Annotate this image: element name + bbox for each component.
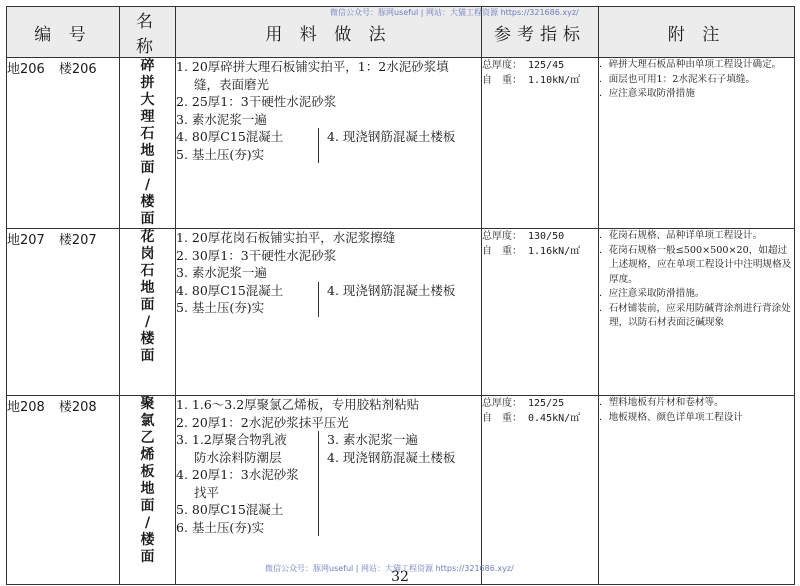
name-char: 面 <box>140 297 155 313</box>
material-line: 6. 基土压(夯)实 <box>176 519 265 535</box>
material-line: 1. 20厚碎拼大理石板铺实拍平，1：2水泥砂浆填 <box>176 59 449 74</box>
name-char: 烯 <box>140 447 155 463</box>
name-char: 石 <box>140 126 155 142</box>
self-weight: 自 重： 0.45kN/㎡ <box>482 413 581 424</box>
material-split <box>176 431 481 536</box>
table-row <box>7 58 795 229</box>
floor-slab-layers <box>319 431 455 536</box>
material-line: 4. 80厚C15混凝土 <box>176 129 284 144</box>
storey-code: 楼206 <box>58 62 97 77</box>
ground-layers <box>176 431 319 536</box>
reference-cell <box>482 396 599 585</box>
name-char: 地 <box>140 280 155 296</box>
material-spec-table <box>6 6 795 585</box>
material-line: 5. 80厚C15混凝土 <box>176 502 284 517</box>
watermark-top: 微信公众号：豚网useful | 网站：大猫工程资源 https://321686.xyz/ <box>330 8 579 17</box>
self-weight: 自 重： 1.10kN/㎡ <box>482 75 581 86</box>
header-name: 名 称 <box>120 7 176 58</box>
material-line: 3. 素水泥浆一遍 <box>176 265 267 280</box>
material-line: 2. 20厚1：2水泥砂浆抹平压光 <box>176 414 349 430</box>
code-cell <box>7 229 120 396</box>
name-char: 大 <box>140 92 155 108</box>
material-line: 2. 25厚1：3干硬性水泥砂浆 <box>176 94 337 109</box>
note-item: ．花岗石规格、品种详单项工程设计。 <box>599 230 763 241</box>
name-char: 聚 <box>140 396 155 412</box>
total-thickness: 总厚度： 130/50 <box>482 231 565 242</box>
materials-cell <box>176 229 482 396</box>
name-char: 花 <box>140 229 155 245</box>
name-char: 岗 <box>140 246 155 262</box>
material-line: 防水涂料防潮层 <box>194 449 282 465</box>
name-char: 面 <box>140 160 155 176</box>
materials-cell <box>176 58 482 229</box>
material-line: 1. 1.6～3.2厚聚氯乙烯板，专用胶粘剂粘贴 <box>176 397 420 412</box>
material-line: 5. 基土压(夯)实 <box>176 300 265 315</box>
floor-slab-layers <box>319 128 455 163</box>
self-weight: 自 重： 1.16kN/㎡ <box>482 246 581 257</box>
note-item: ．应注意采取防滑措施 <box>599 88 695 99</box>
notes-cell <box>599 58 795 229</box>
name-char: 地 <box>140 143 155 159</box>
storey-code: 楼208 <box>58 400 97 415</box>
note-item: ．应注意采取防滑措施。 <box>599 288 705 299</box>
materials-cell <box>176 396 482 585</box>
material-line: 3. 素水泥浆一遍 <box>176 111 267 127</box>
material-line: 4. 现浇钢筋混凝土楼板 <box>327 129 456 144</box>
name-char: 楼 <box>140 532 155 548</box>
name-char: / <box>144 314 151 330</box>
name-char: 氯 <box>140 413 155 429</box>
notes-cell <box>599 396 795 585</box>
name-cell <box>120 229 176 396</box>
spec-sheet <box>6 6 794 565</box>
storey-code: 楼207 <box>58 233 97 248</box>
floor-code: 地206 <box>7 62 45 77</box>
floor-slab-layers <box>319 282 455 317</box>
total-thickness: 总厚度： 125/45 <box>482 60 565 71</box>
material-line: 4. 80厚C15混凝土 <box>176 282 284 298</box>
note-item: ．塑料地板有片材和卷材等。 <box>599 397 724 408</box>
ground-layers <box>176 128 319 163</box>
material-line: 2. 30厚1：3干硬性水泥砂浆 <box>176 247 337 263</box>
header-code: 编 号 <box>7 7 120 58</box>
code-cell <box>7 58 120 229</box>
ground-layers <box>176 282 319 317</box>
material-line: 4. 20厚1：3水泥砂浆 <box>176 467 299 482</box>
material-line: 缝，表面磨光 <box>194 76 270 92</box>
code-cell <box>7 396 120 585</box>
material-line: 4. 现浇钢筋混凝土楼板 <box>327 449 456 465</box>
floor-code: 地208 <box>7 400 45 415</box>
name-char: 乙 <box>140 430 155 446</box>
material-line: 4. 现浇钢筋混凝土楼板 <box>327 282 456 298</box>
note-item: ．地板规格、颜色详单项工程设计 <box>599 411 743 423</box>
name-char: 拼 <box>140 75 155 91</box>
note-item: ．花岗石规格一般≤500×500×20，如超过上述规格，应在单项工程设计中注明规格及厚度。 <box>599 244 792 285</box>
name-char: 面 <box>140 348 155 364</box>
material-line: 5. 基土压(夯)实 <box>176 146 265 162</box>
name-char: 碎 <box>140 58 155 74</box>
material-line: 3. 素水泥浆一遍 <box>327 432 418 447</box>
name-char: 面 <box>140 211 155 227</box>
name-char: 楼 <box>140 194 155 210</box>
reference-cell <box>482 229 599 396</box>
table-row <box>7 396 795 585</box>
name-char: 理 <box>140 109 155 125</box>
name-char: 面 <box>140 498 155 514</box>
note-item: ．碎拼大理石板品种由单项工程设计确定。 <box>599 59 782 70</box>
header-reference: 参考指标 <box>482 7 599 58</box>
note-item: ．石材铺装前，应采用防碱背涂剂进行背涂处理，以防石材表面泛碱现象 <box>599 302 791 328</box>
reference-cell <box>482 58 599 229</box>
material-split <box>176 282 481 317</box>
note-item: ．面层也可用1：2水泥米石子填缝。 <box>599 73 756 85</box>
header-notes: 附 注 <box>599 7 795 58</box>
name-char: / <box>144 177 151 193</box>
name-char: / <box>144 515 151 531</box>
watermark-bottom: 微信公众号：豚网useful | 网站：大猫工程资源 https://321686.xyz/ <box>265 564 514 573</box>
name-cell <box>120 58 176 229</box>
material-line: 3. 1.2厚聚合物乳液 <box>176 432 287 447</box>
page-number: 32 <box>391 569 409 585</box>
name-char: 面 <box>140 549 155 565</box>
material-line: 找平 <box>194 484 220 500</box>
table-row <box>7 229 795 396</box>
floor-code: 地207 <box>7 233 45 248</box>
name-cell <box>120 396 176 585</box>
name-char: 石 <box>140 263 155 279</box>
name-char: 楼 <box>140 331 155 347</box>
notes-cell <box>599 229 795 396</box>
name-char: 地 <box>140 481 155 497</box>
header-materials: 用 料 做 法 <box>176 7 482 58</box>
material-split <box>176 128 481 163</box>
material-line: 1. 20厚花岗石板铺实拍平，水泥浆擦缝 <box>176 230 396 245</box>
name-char: 板 <box>140 464 155 480</box>
total-thickness: 总厚度： 125/25 <box>482 398 565 409</box>
